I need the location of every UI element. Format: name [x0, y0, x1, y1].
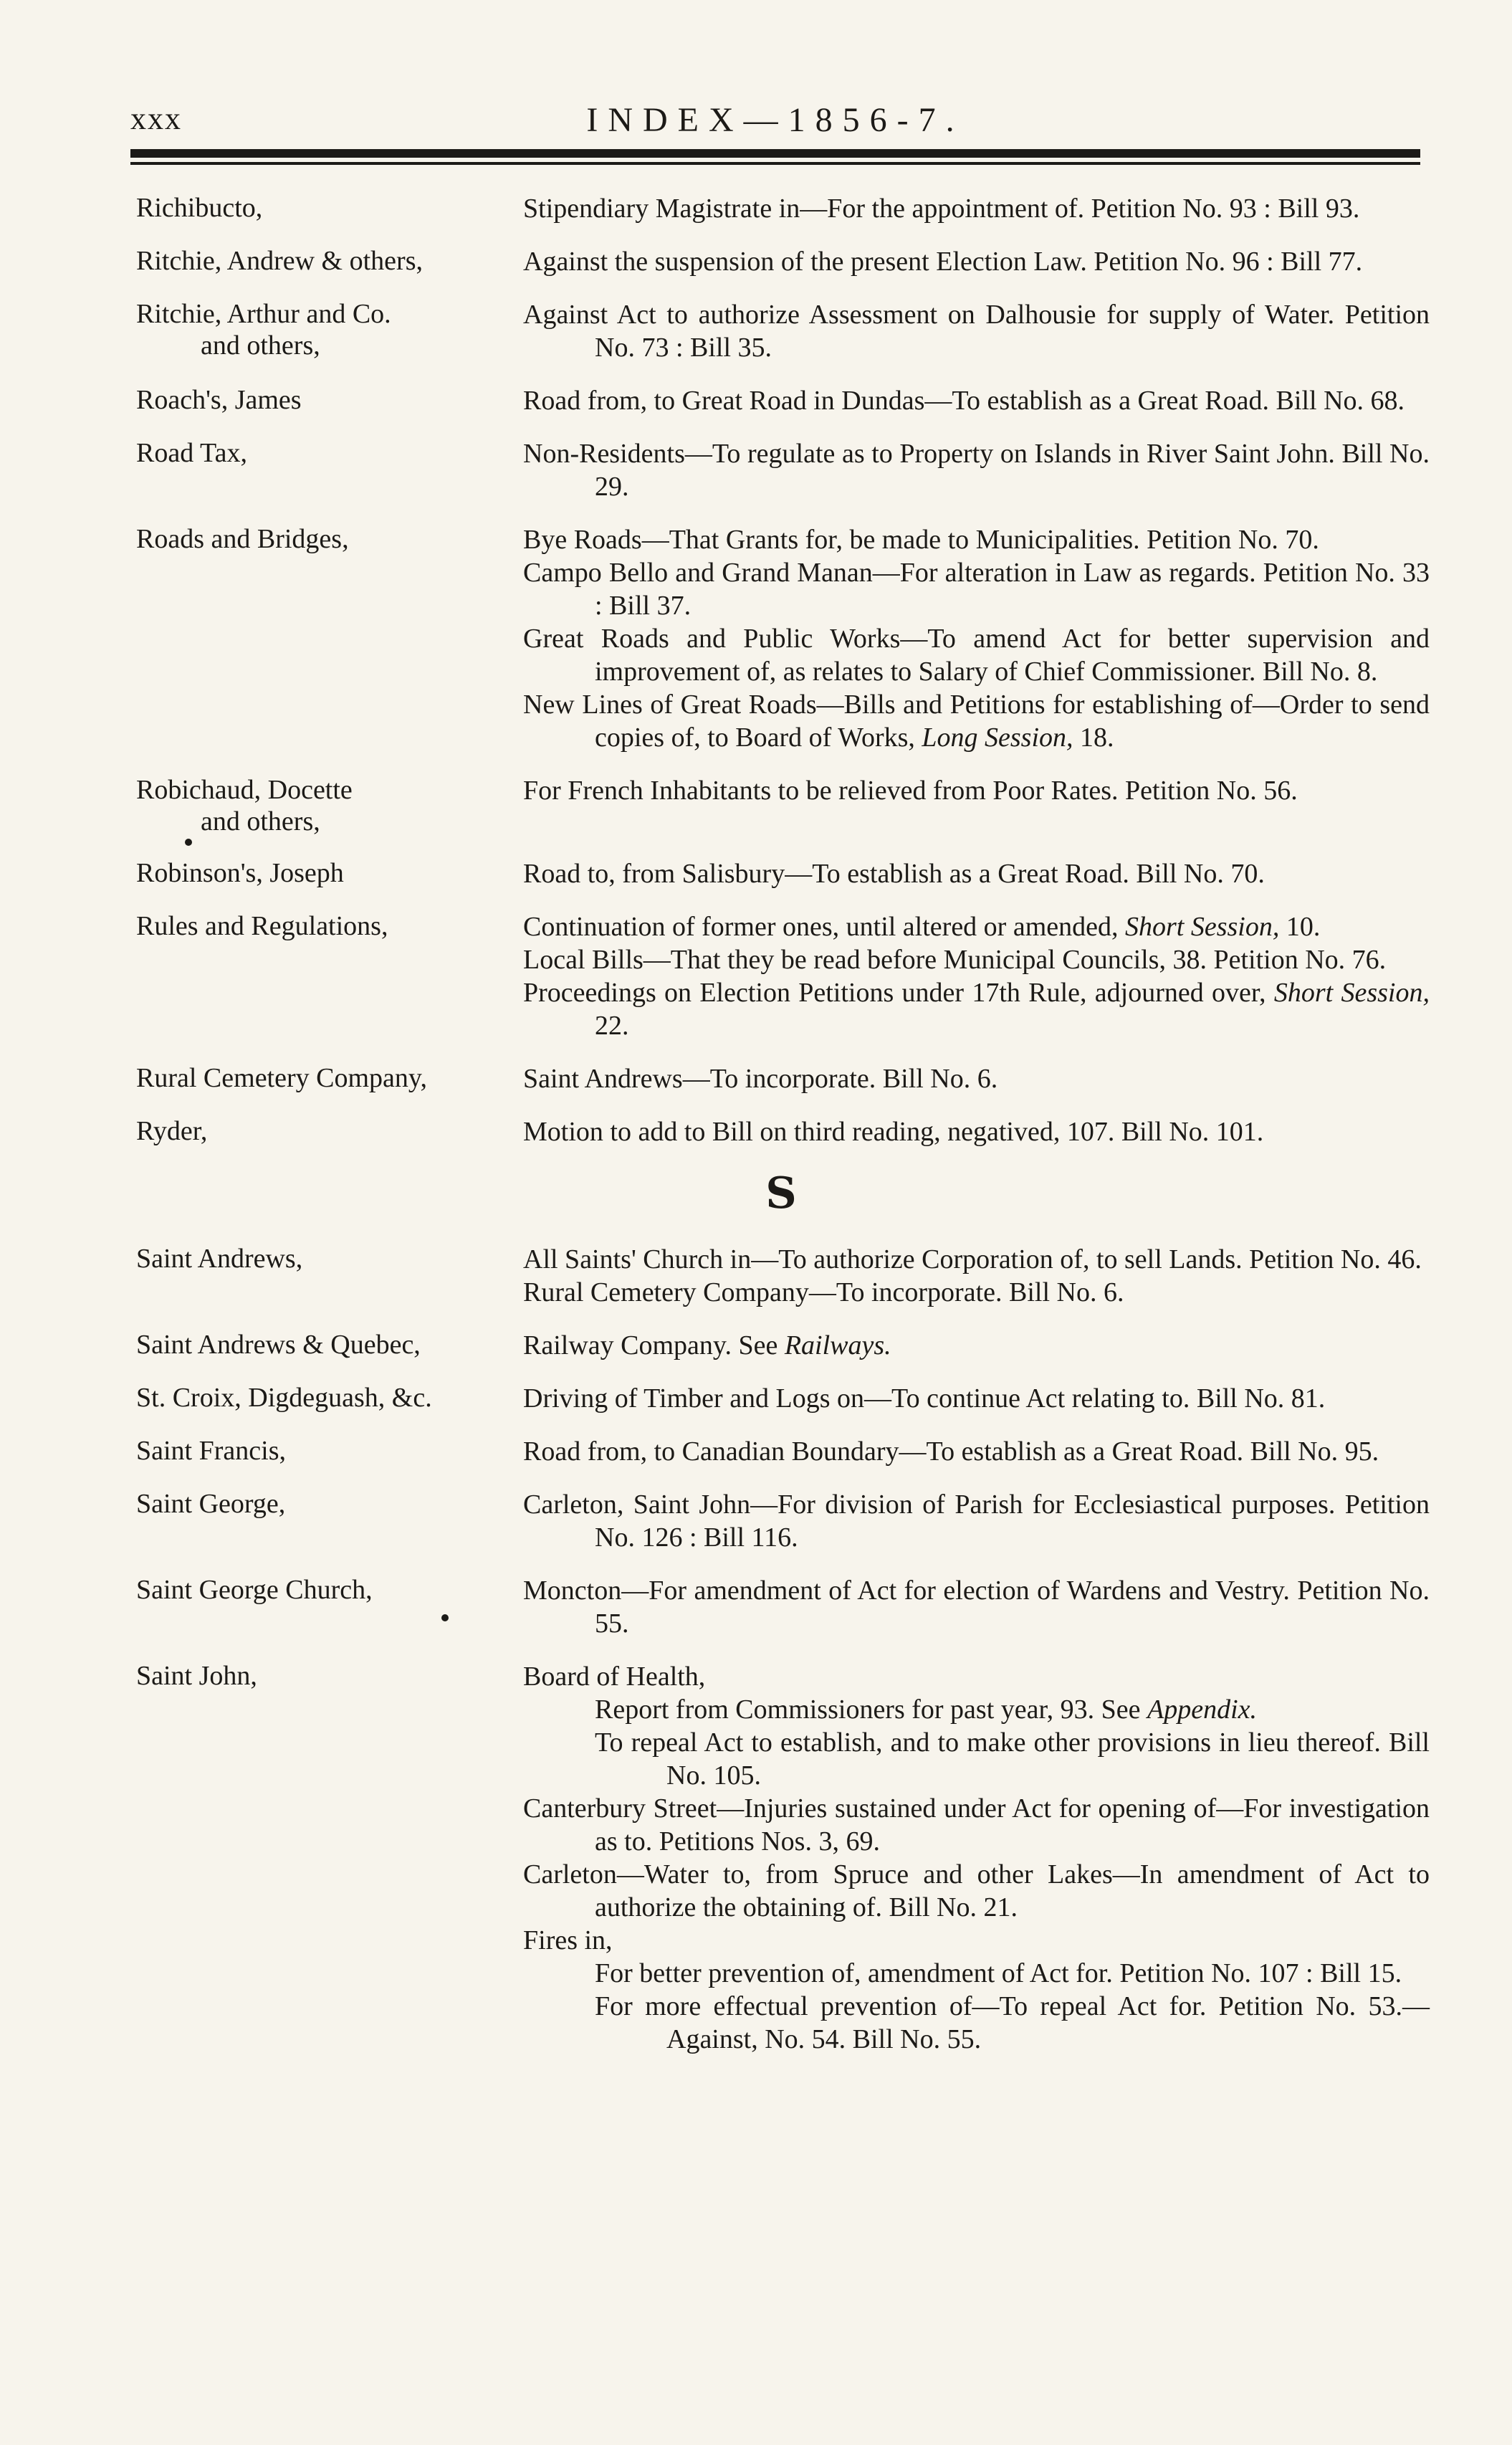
entry-term: [136, 245, 523, 277]
entry-term: [136, 1574, 523, 1606]
entry-term: [136, 1329, 523, 1360]
entry-term-line: Robinson's, Joseph: [136, 858, 344, 888]
stray-mark: [185, 839, 192, 846]
entry-term: [136, 910, 523, 942]
entry-term-line: Saint Francis,: [136, 1436, 286, 1466]
entry-term: [136, 1115, 523, 1147]
entry-subentries: [523, 1243, 1430, 1309]
index-entry: [136, 298, 1430, 364]
entry-term: [136, 437, 523, 469]
subentry-text: Road from, to Canadian Boundary—To establish as a Great Road. Bill No. 95.: [523, 1436, 1379, 1467]
subentry-text: Against the suspension of the present Election Law. Petition No. 96 : Bill 77.: [523, 247, 1363, 277]
subentry-text: 22.: [595, 1011, 629, 1041]
subentry: [523, 523, 1430, 556]
entry-subentries: [523, 1115, 1430, 1148]
subentry: [523, 1062, 1430, 1095]
subentry-text: Against Act to authorize Assessment on Dalhousie for supply of Water. Petition No. 73 : Bill 35.: [523, 300, 1430, 363]
subentry: [523, 556, 1430, 622]
entry-subentries: [523, 384, 1430, 417]
entry-subentries: [523, 1660, 1430, 2056]
subentry: [523, 1435, 1430, 1468]
subentry-text: 18.: [1073, 723, 1114, 753]
index-entry: [136, 910, 1430, 1042]
entry-subentries: [523, 1435, 1430, 1468]
index-entry: [136, 1243, 1426, 1309]
entry-term: [136, 1382, 523, 1414]
subentry-text: Non-Residents—To regulate as to Property on Islands in River Saint John. Bill No. 29.: [523, 439, 1430, 502]
subentry-text: New Lines of Great Roads—Bills and Petitions for establishing of—Order to send copies of, to Board of Works,: [523, 690, 1430, 753]
index-entry: [136, 523, 1430, 754]
subentry: [523, 857, 1430, 890]
entry-term-line: Rules and Regulations,: [136, 911, 388, 941]
subentry: [523, 1488, 1430, 1554]
subentry: [523, 298, 1430, 364]
subentry-text: 10.: [1279, 912, 1321, 942]
index-entry: [136, 192, 1426, 225]
entry-term: [136, 857, 523, 889]
subentry-text: Carleton, Saint John—For division of Parish for Ecclesiastical purposes. Petition No. 126 : Bill 116.: [523, 1490, 1430, 1553]
subentry-text: Proceedings on Election Petitions under 17th Rule, adjourned over,: [523, 978, 1274, 1008]
index-entry: [136, 384, 1426, 417]
entry-term-line: and others,: [201, 330, 320, 361]
entry-subentries: [523, 910, 1430, 1042]
subentry: [523, 1329, 1430, 1362]
subentry-text: Motion to add to Bill on third reading, negatived, 107. Bill No. 101.: [523, 1117, 1264, 1147]
subentry-text: Stipendiary Magistrate in—For the appointment of. Petition No. 93 : Bill 93.: [523, 194, 1360, 224]
subentry-text: For better prevention of, amendment of Act for. Petition No. 107 : Bill 15.: [595, 1958, 1402, 1988]
entry-term-line: Saint Andrews,: [136, 1244, 303, 1274]
subentry-text: Carleton—Water to, from Spruce and other Lakes—In amendment of Act to authorize the obtaining of. Bill No. 21.: [523, 1859, 1430, 1922]
page-header: [130, 100, 1420, 151]
italic-reference: Short Session,: [1273, 978, 1430, 1008]
subentry-text: Moncton—For amendment of Act for election of Wardens and Vestry. Petition No. 55.: [523, 1576, 1430, 1639]
subentry-text: Continuation of former ones, until altered or amended,: [523, 912, 1125, 942]
subentry-text: Report from Commissioners for past year, 93. See: [595, 1695, 1148, 1725]
index-group-s: [136, 1243, 1430, 2056]
index-entry: [136, 1382, 1426, 1415]
subentry: [523, 1660, 1430, 1693]
entry-term: [136, 1243, 523, 1274]
subentry: [523, 976, 1430, 1042]
entry-term-line: Saint George Church,: [136, 1575, 373, 1605]
subentry-text: Rural Cemetery Company—To incorporate. Bill No. 6.: [523, 1277, 1124, 1307]
index-entry: [136, 1115, 1426, 1148]
header-rule-thin: [130, 162, 1420, 165]
subentry: [523, 1243, 1430, 1276]
subentry: [523, 910, 1430, 943]
italic-reference: Short Session,: [1125, 912, 1280, 942]
entry-term-line: and others,: [201, 806, 320, 837]
subentry: [523, 437, 1430, 503]
subentry-text: Fires in,: [523, 1925, 613, 1955]
subentry-text: Bye Roads—That Grants for, be made to Municipalities. Petition No. 70.: [523, 525, 1319, 555]
entry-subentries: [523, 1329, 1430, 1362]
entry-term: [136, 1062, 523, 1094]
entry-term: [136, 523, 523, 555]
entry-subentries: [523, 192, 1430, 225]
index-entry: [136, 1062, 1426, 1095]
subentry: [523, 384, 1430, 417]
subentry: [523, 1957, 1430, 1990]
entry-subentries: [523, 1574, 1430, 1640]
index-body: [136, 192, 1430, 2076]
entry-subentries: [523, 774, 1430, 807]
subentry-text: For more effectual prevention of—To repeal Act for. Petition No. 53.—Against, No. 54. Bill No. 55.: [595, 1991, 1430, 2054]
subentry: [523, 774, 1430, 807]
subentry: [523, 1990, 1430, 2056]
italic-reference: Railways.: [784, 1330, 891, 1360]
index-entry: [136, 437, 1430, 503]
subentry: [523, 1115, 1430, 1148]
entry-subentries: [523, 523, 1430, 754]
index-group-r: [136, 192, 1430, 1148]
entry-term: [136, 298, 523, 361]
index-entry: [136, 1660, 1430, 2056]
subentry-text: Canterbury Street—Injuries sustained under Act for opening of—For investigation as to. Petitions Nos. 3, 69.: [523, 1793, 1430, 1857]
entry-term-line: Robichaud, Docette: [136, 775, 353, 805]
entry-term-line: Ryder,: [136, 1116, 208, 1146]
subentry-text: Campo Bello and Grand Manan—For alteration in Law as regards. Petition No. 33 : Bill 37.: [523, 558, 1430, 621]
subentry: [523, 1792, 1430, 1858]
subentry: [523, 1693, 1430, 1726]
index-entry: [136, 245, 1426, 278]
entry-term: [136, 1660, 523, 1692]
subentry-text: Local Bills—That they be read before Municipal Councils, 38. Petition No. 76.: [523, 945, 1387, 975]
subentry-text: Road to, from Salisbury—To establish as a Great Road. Bill No. 70.: [523, 859, 1265, 889]
subentry: [523, 192, 1430, 225]
section-letter: S: [765, 1168, 797, 1219]
subentry-text: For French Inhabitants to be relieved from Poor Rates. Petition No. 56.: [523, 776, 1298, 806]
entry-term-line: Saint George,: [136, 1489, 286, 1519]
entry-subentries: [523, 1062, 1430, 1095]
index-entry: [136, 1329, 1426, 1362]
index-entry: [136, 774, 1426, 837]
entry-term-line: Ritchie, Arthur and Co.: [136, 299, 391, 329]
entry-term: [136, 384, 523, 416]
entry-subentries: [523, 437, 1430, 503]
entry-term-line: Ritchie, Andrew & others,: [136, 246, 423, 276]
entry-term-line: Richibucto,: [136, 193, 263, 223]
running-title: INDEX—1856-7.: [586, 101, 965, 139]
subentry: [523, 1276, 1430, 1309]
entry-term: [136, 1435, 523, 1467]
italic-reference: Long Session,: [922, 723, 1073, 753]
subentry-text: Saint Andrews—To incorporate. Bill No. 6.: [523, 1064, 998, 1094]
subentry: [523, 1726, 1430, 1792]
subentry: [523, 622, 1430, 688]
subentry: [523, 943, 1430, 976]
entry-subentries: [523, 1488, 1430, 1554]
entry-subentries: [523, 298, 1430, 364]
entry-term-line: St. Croix, Digdeguash, &c.: [136, 1383, 432, 1413]
subentry-text: Driving of Timber and Logs on—To continue Act relating to. Bill No. 81.: [523, 1383, 1326, 1414]
entry-term-line: Saint Andrews & Quebec,: [136, 1330, 421, 1360]
entry-term: [136, 774, 523, 837]
subentry: [523, 1924, 1430, 1957]
index-entry: [136, 1488, 1430, 1554]
subentry-text: All Saints' Church in—To authorize Corporation of, to sell Lands. Petition No. 46.: [523, 1244, 1422, 1274]
subentry-text: To repeal Act to establish, and to make other provisions in lieu thereof. Bill No. 105.: [595, 1727, 1430, 1791]
subentry: [523, 1574, 1430, 1640]
subentry: [523, 1858, 1430, 1924]
entry-term-line: Road Tax,: [136, 438, 247, 468]
entry-subentries: [523, 1382, 1430, 1415]
entry-term-line: Rural Cemetery Company,: [136, 1063, 427, 1093]
subentry-text: Board of Health,: [523, 1662, 706, 1692]
entry-term: [136, 192, 523, 224]
subentry: [523, 688, 1430, 754]
subentry-text: Road from, to Great Road in Dundas—To establish as a Great Road. Bill No. 68.: [523, 386, 1405, 416]
entry-subentries: [523, 857, 1430, 890]
index-entry: [136, 1574, 1430, 1640]
page-number: xxx: [130, 101, 182, 136]
entry-term-line: Roach's, James: [136, 385, 302, 415]
index-entry: [136, 857, 1426, 890]
entry-term-line: Roads and Bridges,: [136, 524, 349, 554]
entry-term: [136, 1488, 523, 1520]
italic-reference: Appendix.: [1147, 1695, 1258, 1725]
stray-mark: [441, 1614, 449, 1621]
entry-subentries: [523, 245, 1430, 278]
subentry-text: Great Roads and Public Works—To amend Act for better supervision and improvement of, as relates to Salary of Chief Commissioner. Bill No. 8.: [523, 624, 1430, 687]
index-entry: [136, 1435, 1426, 1468]
subentry-text: Railway Company. See: [523, 1330, 785, 1360]
header-rule-thick: [130, 149, 1420, 158]
subentry: [523, 1382, 1430, 1415]
entry-term-line: Saint John,: [136, 1661, 257, 1691]
subentry: [523, 245, 1430, 278]
